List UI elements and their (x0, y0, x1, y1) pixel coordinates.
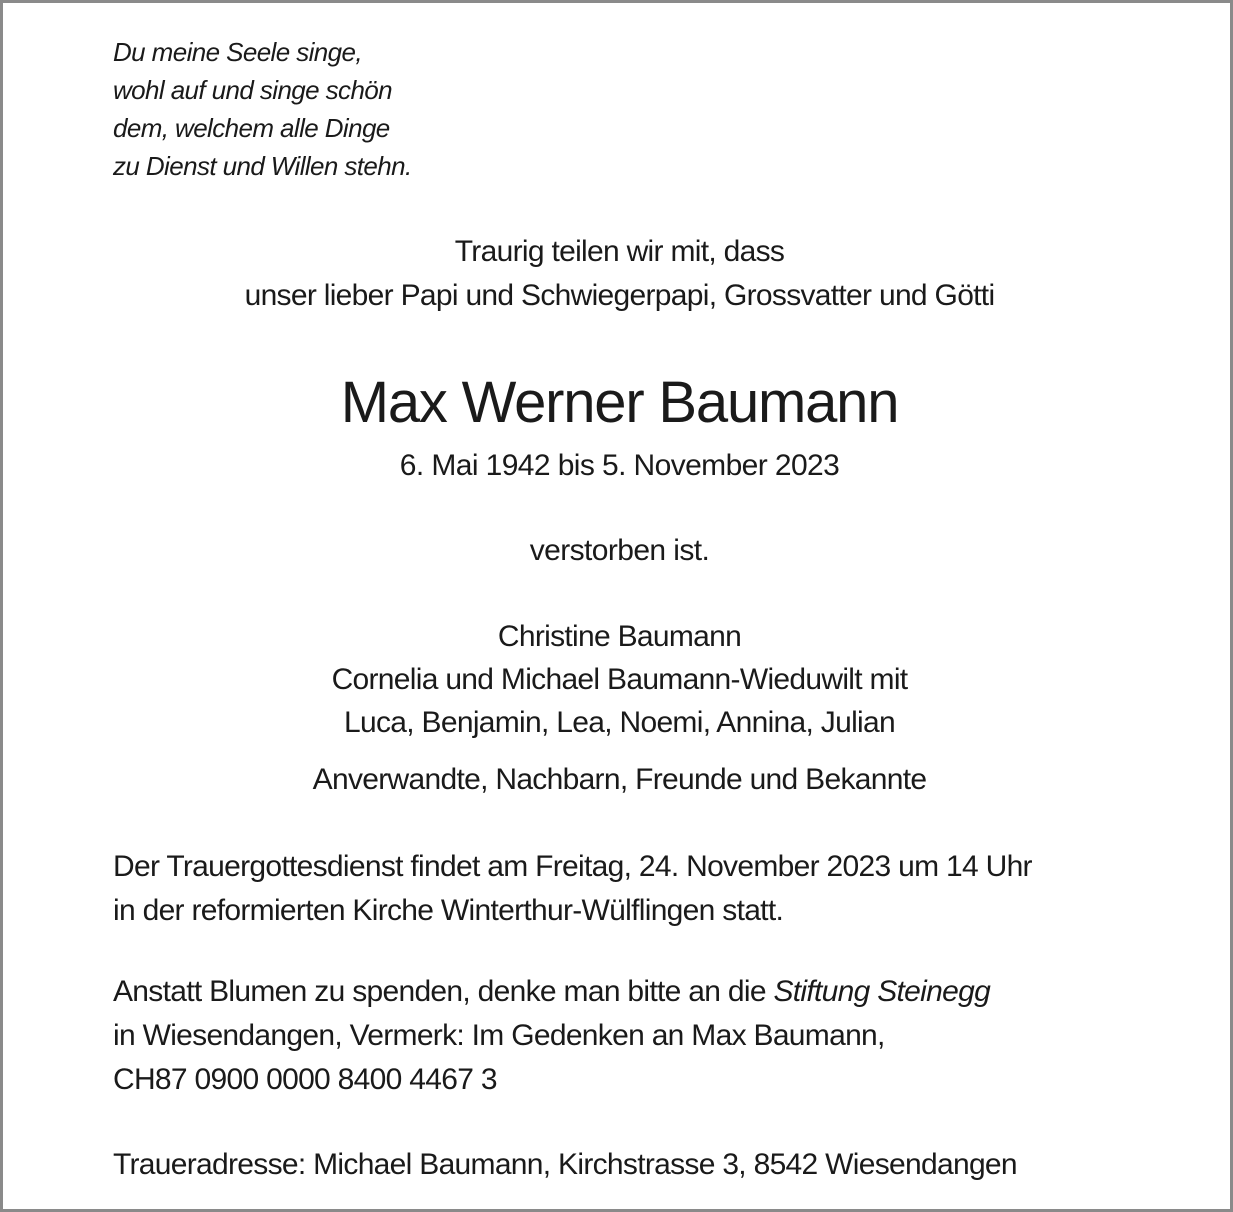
intro-text (3, 230, 1233, 318)
family-line: Luca, Benjamin, Lea, Noemi, Annina, Julian (344, 706, 895, 739)
donation-info (113, 970, 990, 1102)
family-list (3, 615, 1233, 744)
iban-line: CH87 0900 0000 8400 4467 3 (113, 1063, 497, 1096)
deceased-name: Max Werner Baumann (340, 370, 899, 435)
family-line: Christine Baumann (497, 620, 742, 653)
relatives-line: Anverwandte, Nachbarn, Freunde und Bekannte (312, 763, 927, 796)
verse-line: zu Dienst und Willen stehn. (113, 151, 412, 181)
service-line: in der reformierten Kirche Winterthur-Wülflingen statt. (113, 894, 784, 927)
service-line: Der Trauergottesdienst findet am Freitag, 24. November 2023 um 14 Uhr (113, 850, 1032, 883)
family-line: Cornelia und Michael Baumann-Wieduwilt mit (331, 663, 908, 696)
donation-prefix: Anstatt Blumen zu spenden, denke man bitte an die (113, 975, 774, 1008)
service-info (113, 845, 1032, 933)
verse-line: wohl auf und singe schön (113, 75, 393, 105)
donation-line: in Wiesendangen, Vermerk: Im Gedenken an Max Baumann, (113, 1019, 885, 1052)
intro-line: Traurig teilen wir mit, dass (454, 235, 785, 268)
verse (113, 33, 412, 185)
verse-line: Du meine Seele singe, (113, 37, 362, 67)
life-dates: 6. Mai 1942 bis 5. November 2023 (399, 449, 840, 482)
donation-line (113, 970, 990, 1014)
intro-line: unser lieber Papi und Schwiegerpapi, Grossvatter und Götti (244, 279, 995, 312)
died-text: verstorben ist. (529, 534, 710, 567)
mourning-address: Traueradresse: Michael Baumann, Kirchstrasse 3, 8542 Wiesendangen (113, 1148, 1017, 1181)
verse-line: dem, welchem alle Dinge (113, 113, 390, 143)
foundation-name: Stiftung Steinegg (773, 975, 991, 1008)
